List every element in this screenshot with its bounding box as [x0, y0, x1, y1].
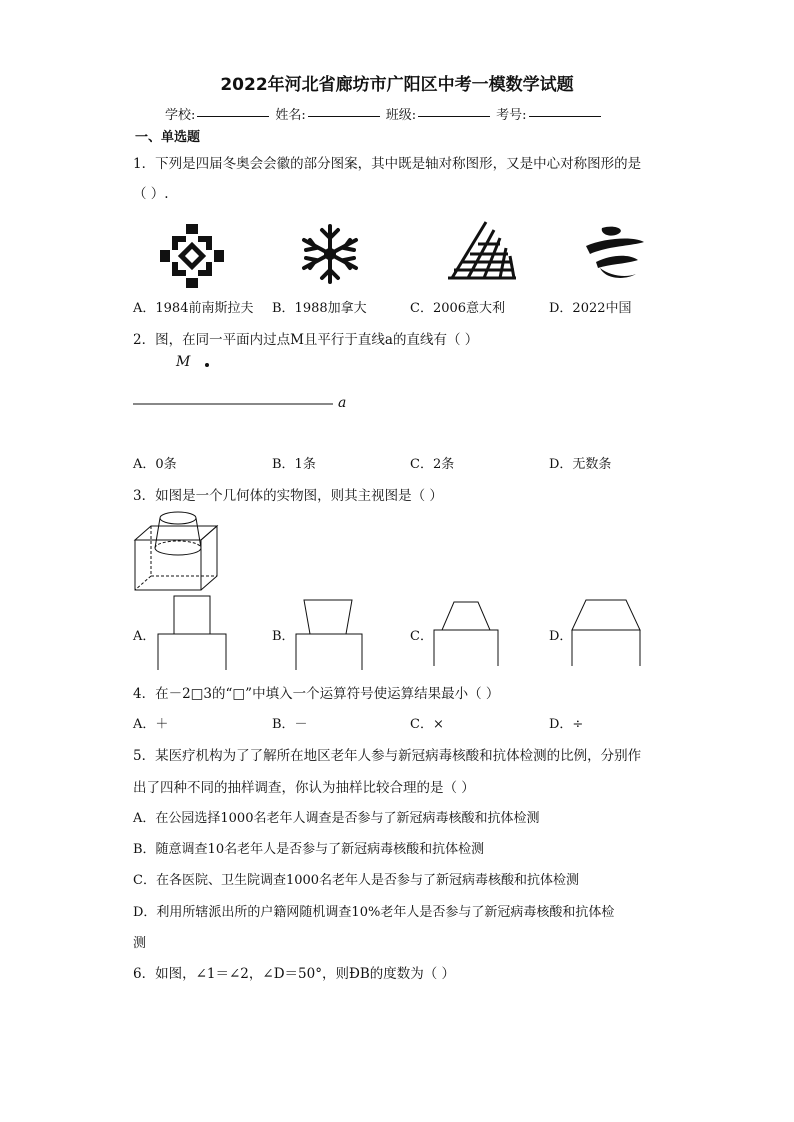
q3-option-a[interactable]: A．	[133, 629, 156, 644]
emblem-2022-icon	[582, 224, 646, 280]
point-m-dot	[204, 362, 210, 368]
line-a	[133, 402, 333, 406]
q1-stem-line1: 1．下列是四届冬奥会会徽的部分图案，其中既是轴对称图形，又是中心对称图形的是	[133, 156, 642, 172]
school-label: 学校:	[165, 108, 196, 123]
q2-option-d[interactable]: D．无数条	[549, 457, 612, 472]
q5-stem-line2: 出了四种不同的抽样调查，你认为抽样比较合理的是（ ）	[133, 780, 475, 796]
emblem-2006-icon	[442, 216, 522, 284]
solid-object-figure	[133, 504, 223, 596]
emblem-1988-icon	[300, 222, 360, 286]
class-blank[interactable]	[418, 104, 490, 117]
q5-option-d-line1[interactable]: D．利用所辖派出所的户籍网随机调查10%老年人是否参与了新冠病毒核酸和抗体检	[133, 905, 615, 920]
name-label: 姓名:	[275, 108, 306, 123]
name-blank[interactable]	[308, 104, 380, 117]
q3-option-b[interactable]: B．	[272, 629, 295, 644]
q4-option-b[interactable]: B．－	[272, 717, 308, 732]
q4-option-d[interactable]: D．÷	[549, 717, 584, 732]
section-heading: 一、单选题	[135, 130, 201, 145]
q2-option-c[interactable]: C．2条	[410, 457, 455, 472]
q5-option-c[interactable]: C．在各医院、卫生院调查1000名老年人是否参与了新冠病毒核酸和抗体检测	[133, 873, 580, 888]
q2-option-b[interactable]: B．1条	[272, 457, 316, 472]
line-a-label: a	[338, 395, 347, 411]
q4-option-a[interactable]: A．＋	[133, 717, 169, 732]
q4-stem: 4．在－2□3的“□”中填入一个运算符号使运算结果最小（ ）	[133, 686, 500, 702]
q5-option-a[interactable]: A．在公园选择1000名老年人调查是否参与了新冠病毒核酸和抗体检测	[133, 811, 540, 826]
q5-option-b[interactable]: B．随意调查10名老年人是否参与了新冠病毒核酸和抗体检测	[133, 842, 485, 857]
student-info-row	[165, 104, 607, 123]
q4-option-c[interactable]: C．×	[410, 717, 444, 732]
q3-option-d[interactable]: D．	[549, 629, 573, 644]
q6-stem: 6．如图，∠1＝∠2，∠D＝50°，则ÐB的度数为（ ）	[133, 966, 456, 982]
page-title: 2022年河北省廊坊市广阳区中考一模数学试题	[220, 75, 574, 95]
q1-option-c[interactable]: C．2006意大利	[410, 301, 506, 316]
q1-option-d[interactable]: D．2022中国	[549, 301, 632, 316]
q3-option-d-figure[interactable]	[568, 598, 644, 668]
q2-option-a[interactable]: A．0条	[133, 457, 177, 472]
emblem-1984-icon	[160, 224, 224, 288]
q3-option-b-figure[interactable]	[294, 598, 366, 670]
q3-option-c-figure[interactable]	[432, 600, 504, 668]
exam-no-blank[interactable]	[529, 104, 601, 117]
q1-option-b[interactable]: B．1988加拿大	[272, 301, 367, 316]
school-blank[interactable]	[197, 104, 269, 117]
q5-option-d-line2[interactable]: 测	[133, 936, 147, 951]
q5-stem-line1: 5．某医疗机构为了了解所在地区老年人参与新冠病毒核酸和抗体检测的比例，分别作	[133, 748, 642, 764]
q1-option-a[interactable]: A．1984前南斯拉夫	[133, 301, 254, 316]
q3-option-c[interactable]: C．	[410, 629, 433, 644]
q3-stem: 3．如图是一个几何体的实物图，则其主视图是（ ）	[133, 488, 443, 504]
q2-stem: 2．图，在同一平面内过点M且平行于直线a的直线有（ ）	[133, 332, 479, 348]
class-label: 班级:	[385, 108, 417, 123]
q3-option-a-figure[interactable]	[156, 594, 228, 670]
q1-stem-line2: （ ）.	[133, 186, 169, 202]
exam-no-label: 考号:	[496, 108, 527, 123]
point-m-label: M	[176, 354, 191, 370]
